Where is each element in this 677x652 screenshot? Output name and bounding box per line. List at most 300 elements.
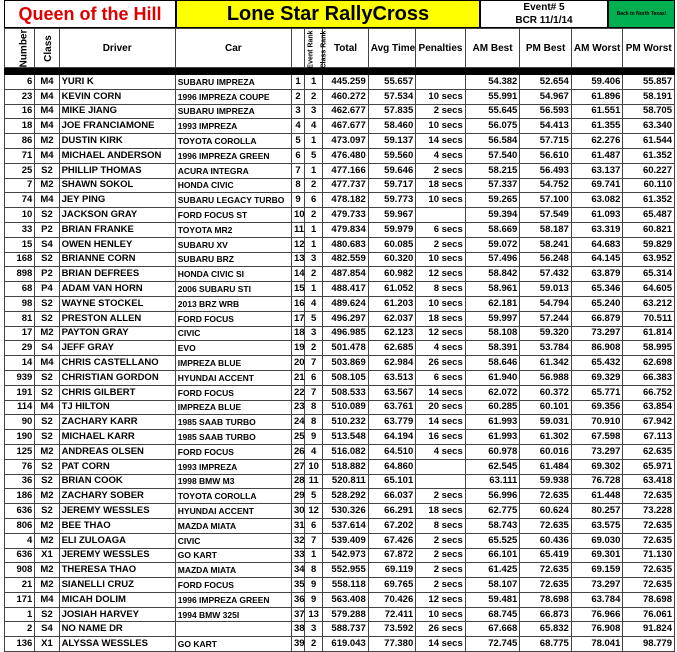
cell-am-worst: 62.276 [571,134,623,149]
cell-event-rank: 9 [291,193,304,208]
table-row [5,252,675,267]
cell-class-rank: 2 [305,89,323,104]
cell-driver: BRIANNE CORN [59,252,175,267]
cell-avg-time: 70.426 [368,592,415,607]
cell-car: CIVIC [175,533,291,548]
cell-am-worst: 69.301 [571,548,623,563]
cell-pm-best: 61.484 [520,459,572,474]
cell-pm-worst: 58.191 [623,89,675,104]
table-row [5,104,675,119]
cell-class-rank: 3 [305,326,323,341]
cell-am-best: 72.745 [465,637,520,652]
cell-event-rank: 36 [291,592,304,607]
cell-am-worst: 65.432 [571,356,623,371]
cell-avg-time: 59.979 [368,222,415,237]
cell-class: M2 [35,518,59,533]
cell-event-rank: 17 [291,311,304,326]
cell-number: 939 [5,370,35,385]
table-row [5,370,675,385]
cell-total: 508.105 [323,370,368,385]
cell-pm-best: 54.413 [520,119,572,134]
cell-class-rank: 2 [305,178,323,193]
cell-class-rank: 1 [305,222,323,237]
header-row [5,29,675,68]
cell-penalties: 16 secs [416,430,466,445]
cell-penalties: 10 secs [416,296,466,311]
cell-am-worst: 78.041 [571,637,623,652]
cell-car: GO KART [175,637,291,652]
cell-pm-worst: 63.340 [623,119,675,134]
cell-driver: ADAM VAN HORN [59,282,175,297]
table-row [5,341,675,356]
cell-number: 114 [5,400,35,415]
cell-pm-worst: 72.635 [623,533,675,548]
cell-total: 552.955 [323,563,368,578]
cell-car: 2006 SUBARU STI [175,282,291,297]
cell-total: 510.232 [323,415,368,430]
table-row [5,459,675,474]
cell-avg-time: 57.534 [368,89,415,104]
cell-class: S2 [35,370,59,385]
table-row [5,622,675,637]
cell-class-rank: 9 [305,430,323,445]
cell-event-rank: 3 [291,104,304,119]
cell-event-rank: 32 [291,533,304,548]
cell-am-worst: 59.406 [571,75,623,90]
cell-pm-best: 56.593 [520,104,572,119]
cell-pm-worst: 63.952 [623,252,675,267]
cell-total: 528.292 [323,489,368,504]
results-table [4,28,675,652]
cell-pm-best: 56.493 [520,163,572,178]
sheet-header [4,0,675,28]
cell-class-rank: 4 [305,119,323,134]
cell-am-worst: 73.297 [571,444,623,459]
event-title: Lone Star RallyCross [176,0,480,28]
col-header-label: Class [43,34,55,62]
cell-class: S2 [35,504,59,519]
cell-class-rank: 1 [305,75,323,90]
cell-event-rank: 21 [291,370,304,385]
cell-am-best: 60.285 [465,400,520,415]
cell-pm-best: 56.988 [520,370,572,385]
cell-class-rank: 3 [305,252,323,267]
cell-pm-worst: 58.705 [623,104,675,119]
cell-class-rank: 2 [305,208,323,223]
cell-car: MAZDA MIATA [175,518,291,533]
cell-driver: WAYNE STOCKEL [59,296,175,311]
col-header-avg-time: Avg Time [368,29,415,68]
cell-penalties: 14 secs [416,415,466,430]
cell-total: 460.272 [323,89,368,104]
cell-penalties [416,459,466,474]
cell-pm-worst: 60.821 [623,222,675,237]
cell-pm-best: 78.698 [520,592,572,607]
cell-driver: THERESA THAO [59,563,175,578]
cell-pm-worst: 61.352 [623,148,675,163]
cell-number: 186 [5,489,35,504]
cell-am-best: 57.337 [465,178,520,193]
cell-total: 487.854 [323,267,368,282]
cell-class: M4 [35,89,59,104]
cell-avg-time: 63.779 [368,415,415,430]
cell-driver: JOE FRANCIAMONE [59,119,175,134]
cell-event-rank: 35 [291,578,304,593]
table-row [5,592,675,607]
cell-am-best: 56.075 [465,119,520,134]
cell-event-rank: 13 [291,252,304,267]
cell-event-rank: 28 [291,474,304,489]
cell-event-rank: 27 [291,459,304,474]
cell-driver: PHILLIP THOMAS [59,163,175,178]
cell-avg-time: 58.460 [368,119,415,134]
cell-car: 2013 BRZ WRB [175,296,291,311]
cell-total: 563.408 [323,592,368,607]
table-row [5,400,675,415]
cell-driver: ALYSSA WESSLES [59,637,175,652]
cell-number: 806 [5,518,35,533]
cell-penalties: 18 secs [416,504,466,519]
cell-driver: ANDREAS OLSEN [59,444,175,459]
cell-pm-best: 68.775 [520,637,572,652]
cell-avg-time: 62.984 [368,356,415,371]
cell-am-best: 61.940 [465,370,520,385]
cell-avg-time: 59.646 [368,163,415,178]
cell-avg-time: 77.380 [368,637,415,652]
cell-event-rank: 23 [291,400,304,415]
col-header-am-best: AM Best [465,29,520,68]
cell-pm-best: 72.635 [520,578,572,593]
cell-driver: BEE THAO [59,518,175,533]
cell-total: 588.737 [323,622,368,637]
cell-number: 191 [5,385,35,400]
cell-total: 619.043 [323,637,368,652]
cell-class: M4 [35,148,59,163]
cell-penalties: 12 secs [416,267,466,282]
cell-class-rank: 2 [305,637,323,652]
cell-class: S2 [35,252,59,267]
cell-am-best: 59.481 [465,592,520,607]
cell-am-worst: 64.145 [571,252,623,267]
cell-avg-time: 67.426 [368,533,415,548]
cell-pm-worst: 59.829 [623,237,675,252]
cell-number: 14 [5,356,35,371]
cell-car: FORD FOCUS [175,578,291,593]
cell-car: MAZDA MIATA [175,563,291,578]
cell-penalties: 2 secs [416,163,466,178]
cell-event-rank: 31 [291,518,304,533]
cell-number: 4 [5,533,35,548]
cell-am-best: 58.391 [465,341,520,356]
col-header-number [5,29,35,68]
cell-car: IMPREZA BLUE [175,400,291,415]
table-row [5,474,675,489]
cell-total: 479.834 [323,222,368,237]
cell-pm-worst: 72.635 [623,578,675,593]
cell-am-best: 58.842 [465,267,520,282]
cell-avg-time: 63.513 [368,370,415,385]
cell-penalties: 4 secs [416,148,466,163]
table-row [5,326,675,341]
cell-avg-time: 60.982 [368,267,415,282]
cell-avg-time: 64.194 [368,430,415,445]
cell-total: 510.089 [323,400,368,415]
cell-pm-best: 72.635 [520,489,572,504]
cell-am-best: 67.668 [465,622,520,637]
cell-event-rank: 16 [291,296,304,311]
cell-class: M4 [35,400,59,415]
cell-pm-best: 59.031 [520,415,572,430]
table-row [5,533,675,548]
cell-class: M2 [35,326,59,341]
event-info [480,0,608,28]
cell-pm-best: 61.342 [520,356,572,371]
cell-am-worst: 67.598 [571,430,623,445]
cell-pm-best: 58.187 [520,222,572,237]
cell-event-rank: 15 [291,282,304,297]
cell-class: S2 [35,607,59,622]
cell-am-worst: 73.297 [571,578,623,593]
event-number: Event# 5 [523,2,565,13]
cell-am-best: 60.978 [465,444,520,459]
cell-am-best: 55.991 [465,89,520,104]
results-body [5,68,675,652]
cell-pm-best: 57.432 [520,267,572,282]
cell-total: 558.118 [323,578,368,593]
cell-avg-time: 60.085 [368,237,415,252]
col-header-driver: Driver [59,29,175,68]
cell-driver: BRIAN COOK [59,474,175,489]
table-row [5,637,675,652]
cell-car [175,622,291,637]
table-row [5,222,675,237]
table-row [5,208,675,223]
cell-am-worst: 61.551 [571,104,623,119]
cell-avg-time: 59.773 [368,193,415,208]
cell-car: IMPREZA BLUE [175,356,291,371]
cell-avg-time: 62.123 [368,326,415,341]
cell-car: TOYOTA MR2 [175,222,291,237]
cell-car: HYUNDAI ACCENT [175,504,291,519]
cell-penalties: 6 secs [416,222,466,237]
table-row [5,444,675,459]
cell-car: SUBARU XV [175,237,291,252]
col-header-event-rank [291,29,315,69]
cell-penalties: 14 secs [416,637,466,652]
cell-car: FORD FOCUS ST [175,208,291,223]
cell-penalties: 4 secs [416,444,466,459]
cell-am-worst: 76.966 [571,607,623,622]
cell-penalties: 26 secs [416,356,466,371]
cell-number: 68 [5,282,35,297]
cell-number: 76 [5,459,35,474]
cell-class-rank: 6 [305,370,323,385]
cell-am-best: 68.745 [465,607,520,622]
cell-pm-worst: 72.635 [623,563,675,578]
table-row [5,296,675,311]
cell-class: M4 [35,356,59,371]
cell-class: S4 [35,341,59,356]
cell-class: M2 [35,489,59,504]
cell-pm-best: 52.654 [520,75,572,90]
cell-class: M4 [35,592,59,607]
table-row [5,148,675,163]
table-row [5,563,675,578]
cell-avg-time: 62.037 [368,311,415,326]
back-to-north-texas-button[interactable]: Back to North Texas! [608,0,675,28]
cell-driver: MICAH DOLIM [59,592,175,607]
cell-driver: JEREMY WESSLES [59,504,175,519]
cell-driver: PAYTON GRAY [59,326,175,341]
cell-total: 516.082 [323,444,368,459]
cell-am-best: 58.961 [465,282,520,297]
cell-class: M2 [35,134,59,149]
cell-total: 542.973 [323,548,368,563]
cell-number: 86 [5,134,35,149]
cell-event-rank: 26 [291,444,304,459]
cell-total: 501.478 [323,341,368,356]
event-date: BCR 11/1/14 [515,15,573,26]
cell-number: 33 [5,222,35,237]
cell-car: CIVIC [175,326,291,341]
cell-class-rank: 6 [305,518,323,533]
cell-pm-best: 54.967 [520,89,572,104]
cell-car: 1993 IMPREZA [175,119,291,134]
cell-avg-time: 66.291 [368,504,415,519]
cell-pm-best: 72.635 [520,563,572,578]
cell-number: 25 [5,163,35,178]
cell-class: P4 [35,282,59,297]
cell-avg-time: 62.685 [368,341,415,356]
cell-event-rank: 30 [291,504,304,519]
cell-event-rank: 24 [291,415,304,430]
cell-pm-worst: 73.228 [623,504,675,519]
cell-penalties: 8 secs [416,518,466,533]
cell-pm-worst: 98.779 [623,637,675,652]
cell-car: 1994 BMW 325I [175,607,291,622]
col-header-label: Event Rank [307,29,315,69]
cell-am-worst: 63.879 [571,267,623,282]
cell-car: ACURA INTEGRA [175,163,291,178]
cell-event-rank: 25 [291,430,304,445]
cell-car: 1985 SAAB TURBO [175,415,291,430]
cell-event-rank: 7 [291,163,304,178]
cell-total: 508.533 [323,385,368,400]
cell-pm-best: 59.013 [520,282,572,297]
col-header-penalties: Penalties [416,29,466,68]
cell-class: S2 [35,385,59,400]
cell-class-rank: 1 [305,282,323,297]
cell-am-worst: 64.683 [571,237,623,252]
cell-total: 518.882 [323,459,368,474]
cell-class-rank: 13 [305,607,323,622]
cell-am-worst: 73.297 [571,326,623,341]
cell-total: 513.548 [323,430,368,445]
cell-class-rank: 2 [305,341,323,356]
cell-event-rank: 6 [291,148,304,163]
cell-am-best: 59.394 [465,208,520,223]
cell-total: 479.733 [323,208,368,223]
cell-pm-worst: 55.857 [623,75,675,90]
cell-avg-time: 63.761 [368,400,415,415]
cell-am-best: 61.425 [465,563,520,578]
cell-penalties: 10 secs [416,89,466,104]
cell-avg-time: 59.967 [368,208,415,223]
cell-pm-worst: 76.061 [623,607,675,622]
table-row [5,311,675,326]
col-header-pm-best: PM Best [520,29,572,68]
cell-am-best: 62.545 [465,459,520,474]
cell-pm-best: 72.635 [520,518,572,533]
cell-penalties: 10 secs [416,607,466,622]
cell-number: 23 [5,89,35,104]
cell-class-rank: 7 [305,356,323,371]
cell-pm-worst: 78.698 [623,592,675,607]
cell-car: HONDA CIVIC SI [175,267,291,282]
cell-am-worst: 63.575 [571,518,623,533]
cell-class-rank: 7 [305,533,323,548]
cell-penalties: 2 secs [416,548,466,563]
cell-avg-time: 64.510 [368,444,415,459]
col-header-label: Class Rank [320,30,328,68]
cell-number: 74 [5,193,35,208]
cell-class: S2 [35,208,59,223]
cell-total: 482.559 [323,252,368,267]
cell-pm-worst: 60.110 [623,178,675,193]
table-row [5,267,675,282]
cell-am-worst: 86.908 [571,341,623,356]
cell-pm-best: 58.241 [520,237,572,252]
cell-penalties: 18 secs [416,311,466,326]
cell-am-worst: 63.784 [571,592,623,607]
cell-penalties: 2 secs [416,489,466,504]
cell-pm-best: 60.016 [520,444,572,459]
cell-driver: SIANELLI CRUZ [59,578,175,593]
cell-penalties: 14 secs [416,385,466,400]
cell-pm-best: 60.436 [520,533,572,548]
col-header-am-worst: AM Worst [571,29,623,68]
col-header-label: Number [18,29,30,67]
cell-number: 898 [5,267,35,282]
cell-driver: DUSTIN KIRK [59,134,175,149]
cell-am-worst: 80.257 [571,504,623,519]
table-row [5,282,675,297]
cell-total: 539.409 [323,533,368,548]
cell-pm-worst: 66.752 [623,385,675,400]
cell-am-worst: 63.082 [571,193,623,208]
series-title: Queen of the Hill [4,0,176,28]
cell-am-best: 58.669 [465,222,520,237]
cell-class-rank: 5 [305,148,323,163]
cell-avg-time: 57.835 [368,104,415,119]
cell-driver: TJ HILTON [59,400,175,415]
cell-class: M4 [35,193,59,208]
cell-driver: JEREMY WESSLES [59,548,175,563]
cell-am-worst: 69.741 [571,178,623,193]
cell-am-worst: 65.771 [571,385,623,400]
table-row [5,518,675,533]
cell-class-rank: 3 [305,622,323,637]
cell-event-rank: 37 [291,607,304,622]
cell-car: 1998 BMW M3 [175,474,291,489]
cell-am-best: 55.645 [465,104,520,119]
cell-driver: SHAWN SOKOL [59,178,175,193]
cell-number: 190 [5,430,35,445]
cell-number: 81 [5,311,35,326]
cell-pm-best: 56.610 [520,148,572,163]
cell-pm-best: 65.419 [520,548,572,563]
cell-avg-time: 59.717 [368,178,415,193]
